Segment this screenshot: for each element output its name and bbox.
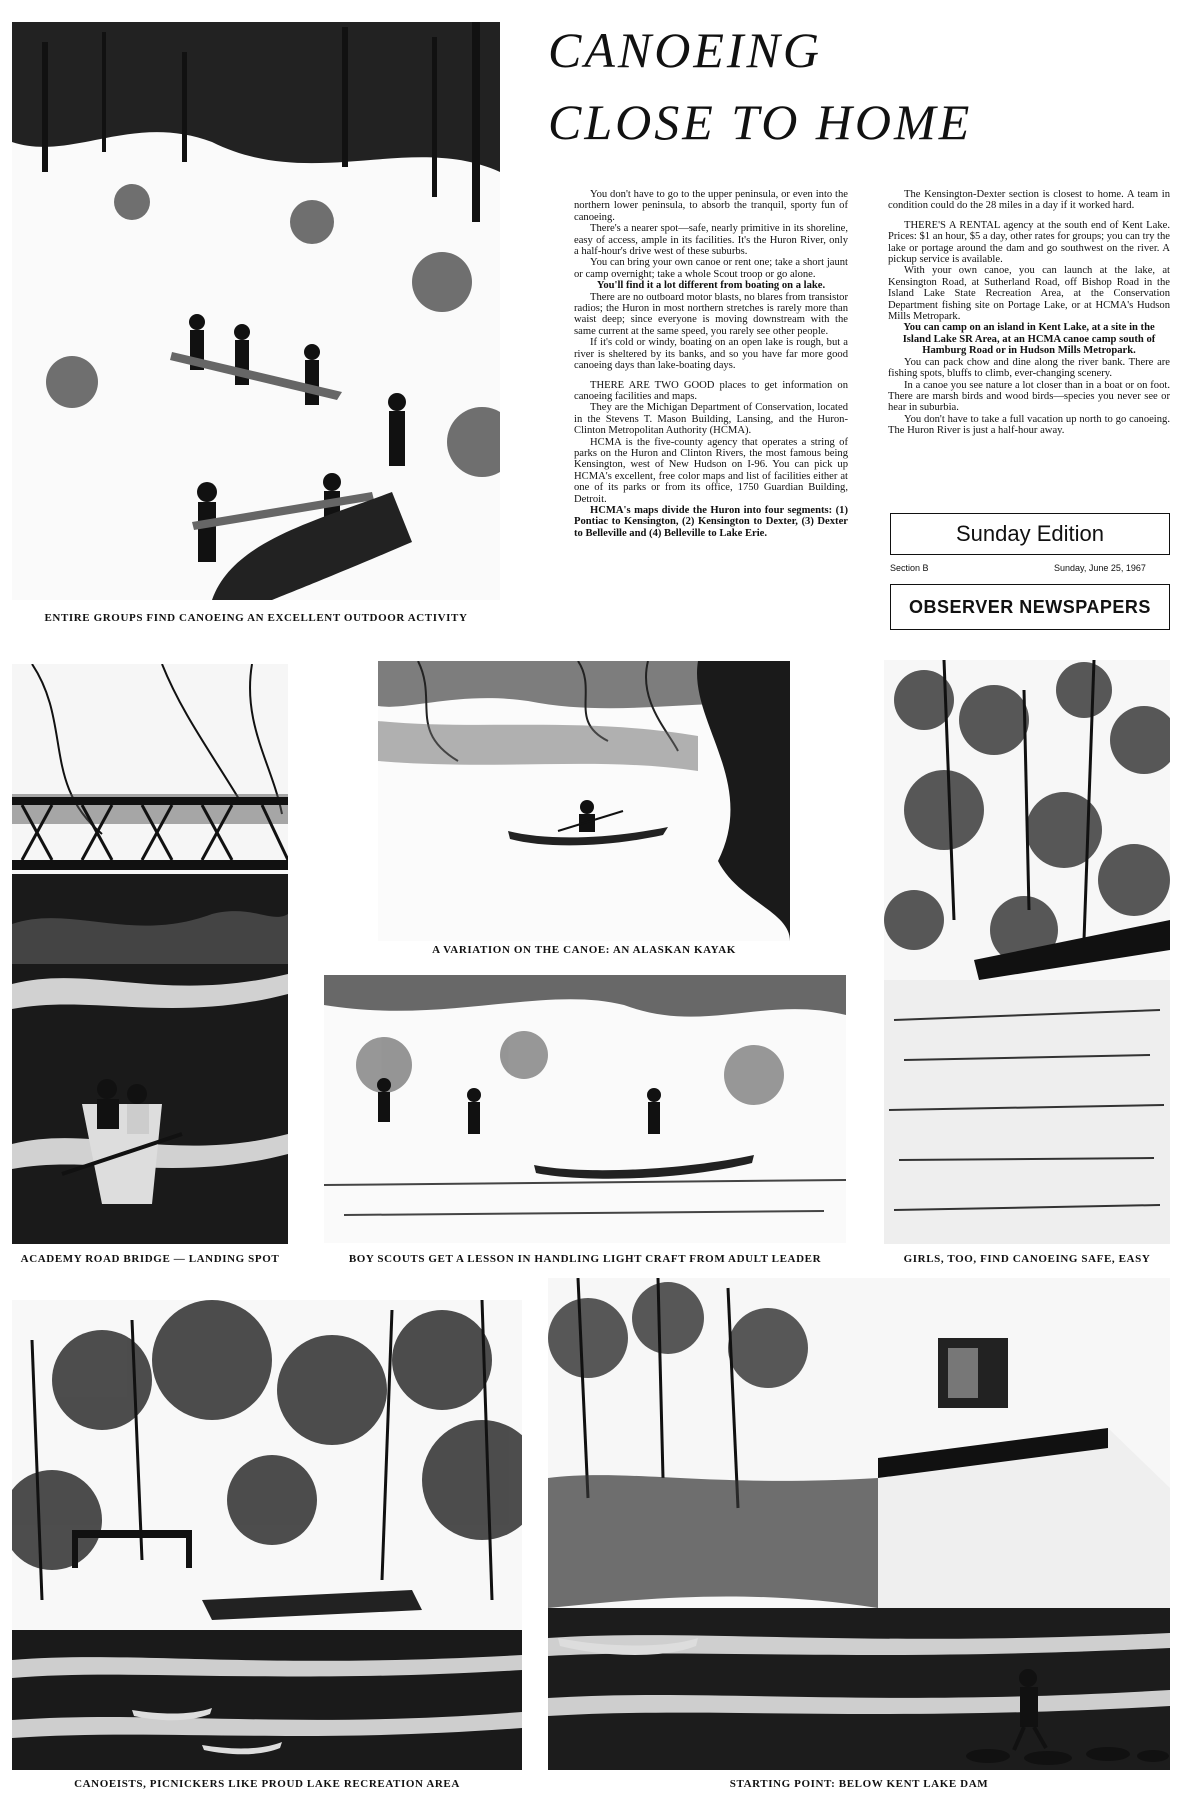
article-column-1 [574, 189, 848, 539]
photo-alaskan-kayak [378, 661, 790, 941]
photo-proud-lake [12, 1300, 522, 1770]
caption-dam: STARTING POINT: BELOW KENT LAKE DAM [729, 1778, 989, 1790]
headline [548, 14, 988, 158]
headline-line-2: CLOSE TO HOME [548, 94, 973, 150]
paragraph: There's a nearer spot—safe, nearly primitive in its shoreline, easy of access, ample in its facilities. It's the Huron River, only a half-hour's drive west of these suburbs. [574, 223, 848, 258]
caption-bridge: ACADEMY ROAD BRIDGE — LANDING SPOT [20, 1253, 280, 1265]
paragraph: There are no outboard motor blasts, no blares from transistor radios; the Huron in most northern stretches is rarely more than waist deep; since everyone is moving downstream with the same current at the same speed, you rarely see other people. [574, 291, 848, 337]
paragraph: THERE'S A RENTAL agency at the south end of Kent Lake. Prices: $1 an hour, $5 a day, other rates for groups; you can try the lake or portage around the dam and go southwest on the river. A pickup service is available. [888, 219, 1170, 266]
caption-girls: GIRLS, TOO, FIND CANOEING SAFE, EASY [903, 1253, 1151, 1265]
photo-boy-scouts [324, 975, 846, 1243]
paragraph: You'll find it a lot different from boating on a lake. [596, 280, 826, 292]
paragraph: They are the Michigan Department of Conservation, located in the Stevens T. Mason Building, Lansing, and the Huron-Clinton Metropolitan Authority (HCMA). [574, 402, 848, 437]
paragraph: With your own canoe, you can launch at the lake, at Kensington Road, at Sutherland Road, off Bishop Road in the Island Lake State Recreation Area, at the Conservation Department fishing site on Portage Lake, or at HCMA's Hudson Mills Metropark. [888, 265, 1170, 323]
paragraph: In a canoe you see nature a lot closer than in a boat or on foot. There are marsh birds and wood birds—species you never see or hear in suburbia. [888, 379, 1170, 414]
caption-scouts: BOY SCOUTS GET A LESSON IN HANDLING LIGHT CRAFT FROM ADULT LEADER [348, 1253, 822, 1265]
section-label: Section B [890, 563, 929, 573]
paragraph: You can camp on an island in Kent Lake, at a site in the Island Lake SR Area, at an HCMA canoe camp south of Hamburg Road or in Hudson Mills Metropark. [902, 322, 1156, 357]
sunday-edition-box: Sunday Edition [890, 513, 1170, 555]
caption-groups: ENTIRE GROUPS FIND CANOEING AN EXCELLENT OUTDOOR ACTIVITY [44, 612, 468, 624]
paragraph: You can bring your own canoe or rent one; take a short jaunt or camp overnight; take a whole Scout troop or go alone. [574, 257, 848, 280]
photo-girls-canoeing [884, 660, 1170, 1244]
caption-kayak: A VARIATION ON THE CANOE: AN ALASKAN KAYAK [432, 944, 736, 956]
paragraph: HCMA's maps divide the Huron into four segments: (1) Pontiac to Kensington, (2) Kensington to Dexter, (3) Dexter to Belleville and (4) Belleville to Lake Erie. [574, 504, 848, 539]
paragraph: You don't have to take a full vacation up north to go canoeing. The Huron River is just a half-hour away. [888, 413, 1170, 437]
photo-academy-road-bridge [12, 664, 288, 1244]
paragraph: You don't have to go to the upper peninsula, or even into the northern lower peninsula, to absorb the tranquil, sporty fun of canoeing. [574, 189, 848, 223]
observer-newspapers-box: OBSERVER NEWSPAPERS [890, 584, 1170, 630]
headline-line-1: CANOEING [548, 22, 822, 78]
paragraph: You can pack chow and dine along the river bank. There are fishing spots, bluffs to climb, ever-changing scenery. [888, 356, 1170, 380]
paragraph: HCMA is the five-county agency that operates a string of parks on the Huron and Clinton Rivers, the most famous being Kensington, west of New Hudson on I-96. You can pick up HCMA's excellent, free color maps and list of facilities either at one of its parks or from its office, 1750 Guardian Building, Detroit. [574, 436, 848, 505]
photo-kent-lake-dam [548, 1278, 1170, 1770]
article-column-2 [888, 189, 1170, 437]
caption-proud-lake: CANOEISTS, PICNICKERS LIKE PROUD LAKE RECREATION AREA [74, 1778, 460, 1790]
paragraph: THERE ARE TWO GOOD places to get information on canoeing facilities and maps. [574, 379, 848, 402]
photo-groups-carrying-canoes [12, 22, 500, 600]
edition-date: Sunday, June 25, 1967 [1054, 563, 1146, 573]
paragraph: The Kensington-Dexter section is closest to home. A team in condition could do the 28 miles in a day if it worked hard. [888, 189, 1170, 212]
paragraph: If it's cold or windy, boating on an open lake is rough, but a river is sheltered by its banks, and so you have far more good canoeing days than lake-boating days. [574, 337, 848, 372]
